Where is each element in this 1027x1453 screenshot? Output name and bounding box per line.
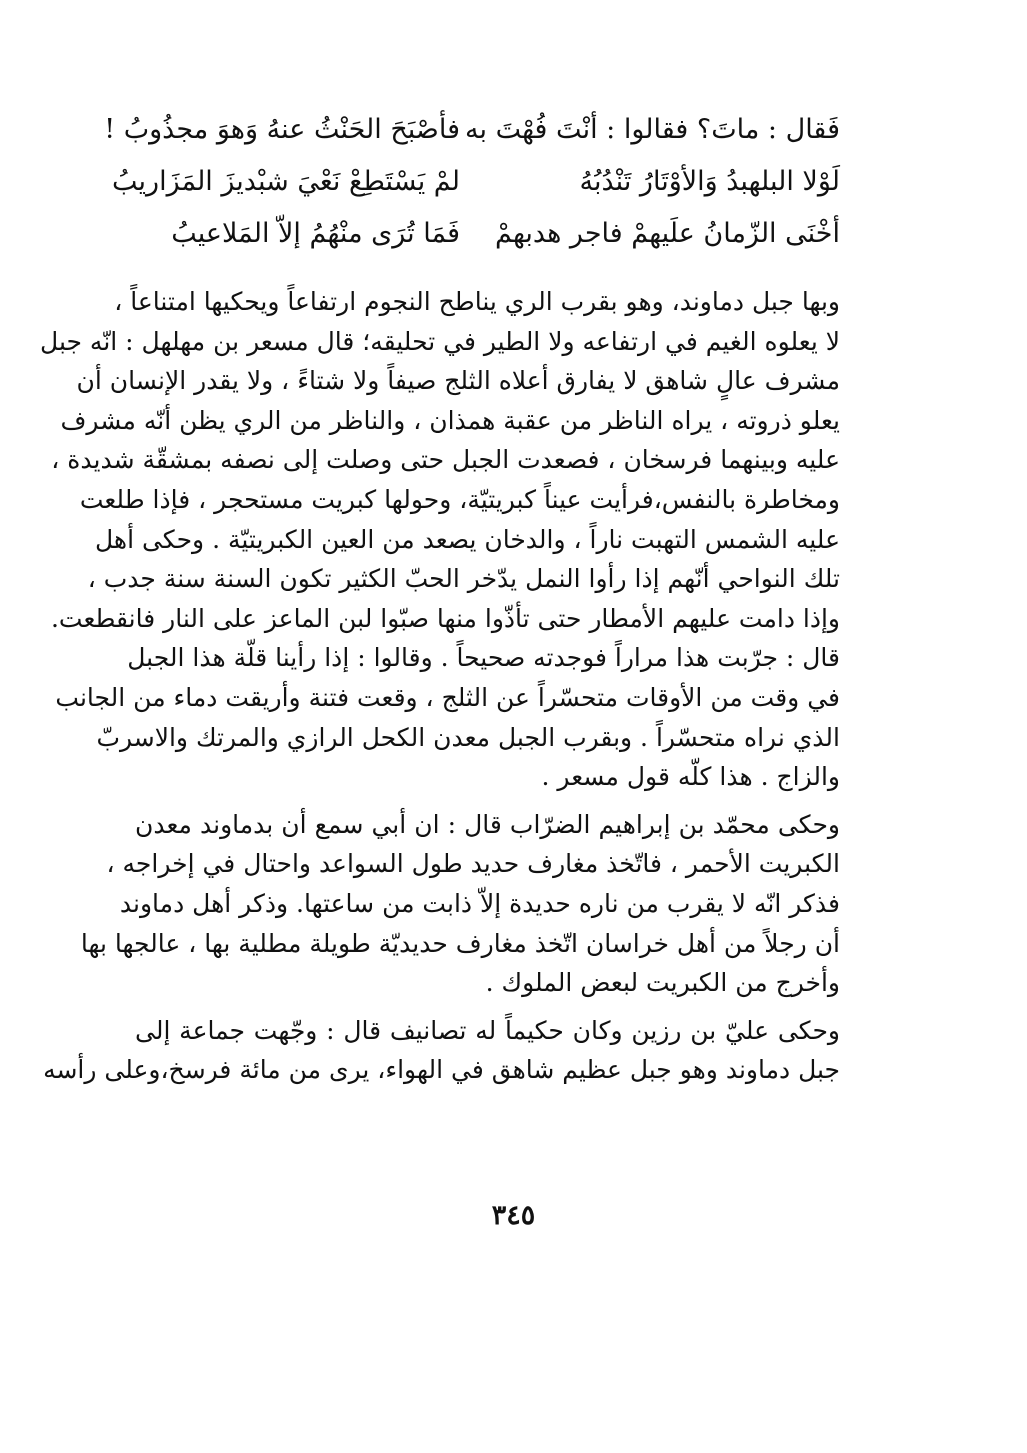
text-line: لا يعلوه الغيم في ارتفاعه ولا الطير في تحليقه؛ قال مسعر بن مهلهل : انّه جبل	[40, 326, 840, 356]
verse-hemistich: فأصْبَحَ الحَنْثُ عنهُ وَهوَ مجذُوبُ !	[104, 114, 460, 145]
paragraph	[80, 805, 840, 1003]
text-line: عليه الشمس التهبت ناراً ، والدخان يصعد من العين الكبريتيّة . وحكى أهل	[94, 524, 840, 554]
text-line: وبها جبل دماوند، وهو بقرب الري يناطح النجوم ارتفاعاً ويحكيها امتناعاً ،	[114, 287, 840, 316]
text-line: وحكى عليّ بن رزين وكان حكيماً له تصانيف قال : وجّهت جماعة إلى	[135, 1015, 840, 1045]
verse-hemistich: فَمَا تُرَى منْهُمُ إلاّ المَلاعيبُ	[171, 218, 460, 249]
text-line: عليه وبينهما فرسخان ، فصعدت الجبل حتى وصلت إلى نصفه بمشقّة شديدة ،	[51, 445, 840, 475]
text-line: والزاج . هذا كلّه قول مسعر .	[541, 762, 840, 792]
text-line: وأخرج من الكبريت لبعض الملوك .	[485, 968, 840, 998]
text-line: أن رجلاً من أهل خراسان اتّخذ مغارف حديديّة طويلة مطلية بها ، عالجها بها	[80, 928, 840, 958]
verse-hemistich: لمْ يَسْتَطِعْ نَعْيَ شبْديزَ المَزَاريبُ	[112, 166, 460, 197]
text-line: ومخاطرة بالنفس،فرأيت عيناً كبريتيّة، وحولها كبريت مستحجر ، فإذا طلعت	[79, 484, 840, 514]
text-line: فذكر انّه لا يقرب من ناره حديدة إلاّ ذابت من ساعتها. وذكر أهل دماوند	[119, 888, 840, 918]
text-line: الكبريت الأحمر ، فاتّخذ مغارف حديد طول السواعد واحتال في إخراجه ،	[106, 849, 840, 879]
text-line: الذي نراه متحسّراً . وبقرب الجبل معدن الكحل الرازي والمرتك والاسربّ	[96, 722, 840, 752]
verse-line	[104, 104, 840, 156]
verse-line	[130, 208, 840, 260]
text-line: قال : جرّبت هذا مراراً فوجدته صحيحاً . وقالوا : إذا رأينا قلّة هذا الجبل	[127, 643, 840, 673]
verse-hemistich: فَقال : ماتَ؟ فقالوا : أنْتَ فُهْتَ به	[465, 114, 840, 145]
paragraph	[40, 282, 840, 797]
text-line: تلك النواحي أنّهم إذا رأوا النمل يدّخر الحبّ الكثير تكون السنة سنة جدب ،	[87, 564, 840, 594]
paragraph	[43, 1011, 840, 1090]
poem	[104, 104, 840, 260]
verse-hemistich: لَوْلا البلهبدُ وَالأوْتَارُ تَنْدُبُهُ	[579, 166, 840, 197]
verse-hemistich: أخْنَى الزّمانُ علَيهمْ فاجر هدبهمْ	[495, 218, 840, 249]
text-line: مشرف عالٍ شاهق لا يفارق أعلاه الثلج صيفاً ولا شتاءً ، ولا يقدر الإنسان أن	[76, 366, 840, 396]
text-line: وحكى محمّد بن إبراهيم الضرّاب قال : ان أبي سمع أن بدماوند معدن	[135, 809, 840, 839]
text-line: يعلو ذروته ، يراه الناظر من عقبة همذان ، والناظر من الري يظن أنّه مشرف	[60, 405, 840, 435]
text-line: جبل دماوند وهو جبل عظيم شاهق في الهواء، يرى من مائة فرسخ،وعلى رأسه	[43, 1055, 840, 1085]
text-line: وإذا دامت عليهم الأمطار حتى تأذّوا منها صبّوا لبن الماعز على النار فانقطعت.	[50, 603, 840, 633]
verse-line	[112, 156, 840, 208]
text-line: في وقت من الأوقات متحسّراً عن الثلج ، وقعت فتنة وأريقت دماء من الجانب	[55, 682, 840, 712]
page-number: ٣٤٥	[491, 1200, 536, 1231]
prose-body	[40, 282, 840, 1090]
